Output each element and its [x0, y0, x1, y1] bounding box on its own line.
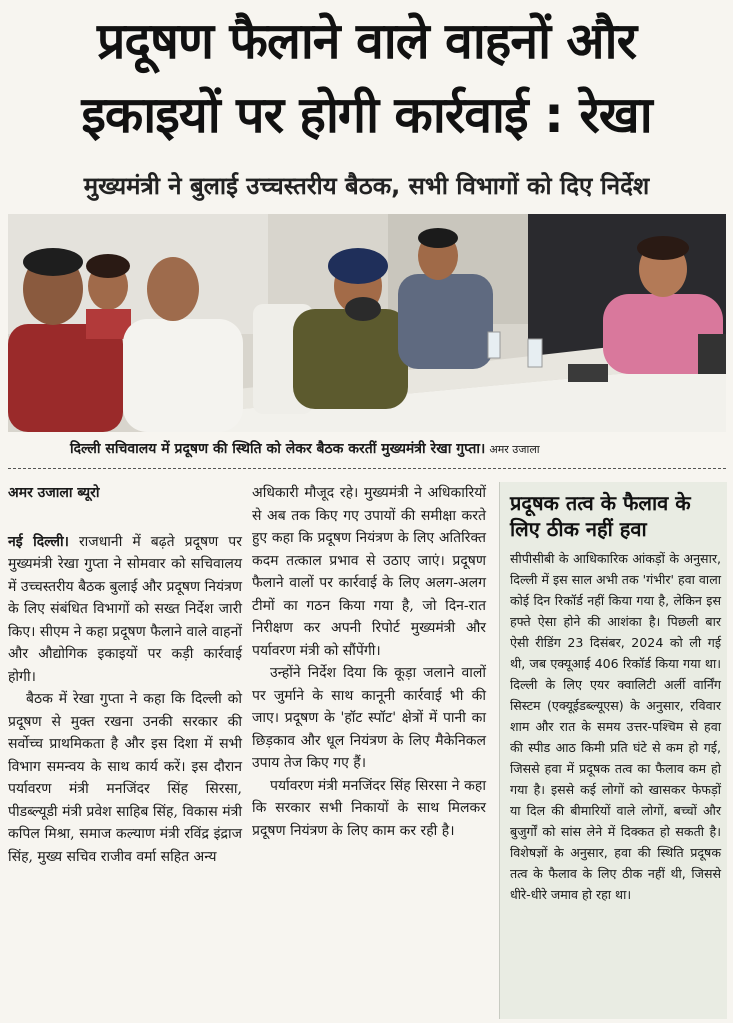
sidebar-body: सीपीसीबी के आधिकारिक आंकड़ों के अनुसार, दिल्ली में इस साल अभी तक 'गंभीर' हवा वाला कोई दिन रिकॉर्ड नहीं किया गया है, लेकिन इस हफ्ते ऐसा होने की आशंका है। पिछली बार ऐसी रीडिंग 23 दिसंबर, 2024 को ली गई थी, जब एक्यूआई 406 रिकॉर्ड किया गया था। दिल्ली के लिए एयर क्वालिटी अर्ली वार्निंग सिस्टम (एक्यूईडब्ल्यूएस) के अनुसार, रविवार शाम और रात के समय उत्तर-पश्चिम से हवा की स्पीड आठ किमी प्रति घंटे से कम हो गई, जिससे हवा में प्रदूषक तत्व का फैलाव कम हो गया है। इससे कई लोगों को खासकर फेफड़ों या दिल की बीमारियों वाले लोगों, बच्चों और बुजुर्गों को सांस लेने में दिक्कत हो सकती है। विशेषज्ञों के अनुसार, हवा की स्थिति प्रदूषक तत्व के फैलाव के लिए ठीक नहीं थी, जिससे धीरे-धीरे जमाव हो रहा था। [510, 551, 721, 902]
dateline: नई दिल्ली। [8, 533, 69, 550]
article-paragraph: बैठक में रेखा गुप्ता ने कहा कि दिल्ली को प्रदूषण से मुक्त रखना उनकी सरकार की सर्वोच्च प्राथमिकता है और इस दिशा में सभी विभाग समन्वय के साथ कार्य करें। इस दौरान पर्यावरण मंत्री मनजिंदर सिंह सिरसा, पीडब्ल्यूडी मंत्री प्रवेश साहिब सिंह, विकास मंत्री कपिल मिश्रा, समाज कल्याण मंत्री रविंद्र इंद्राज सिंह, मुख्य सचिव राजीव वर्मा सहित अन्य [8, 691, 242, 865]
sidebar-title: प्रदूषक तत्व के फैलाव के लिए ठीक नहीं हवा [510, 491, 691, 541]
article-column-1 [8, 482, 242, 868]
subheadline: मुख्यमंत्री ने बुलाई उच्चस्तरीय बैठक, सभी विभागों को दिए निर्देश [83, 172, 650, 200]
section-divider [8, 468, 726, 469]
photo-caption [70, 438, 710, 461]
byline: अमर उजाला ब्यूरो [8, 485, 100, 501]
article-paragraph: पर्यावरण मंत्री मनजिंदर सिंह सिरसा ने कहा कि सरकार सभी निकायों के साथ मिलकर प्रदूषण नियंत्रण के लिए काम कर रही है। [252, 777, 486, 839]
photo-credit: अमर उजाला [489, 443, 540, 456]
article-paragraph-text: राजधानी में बढ़ते प्रदूषण पर मुख्यमंत्री रेखा गुप्ता ने सोमवार को सचिवालय में उच्चस्तरीय बैठक बुलाई और प्रदूषण नियंत्रण के लिए संबंधित विभागों को सख्त निर्देश जारी किए। सीएम ने कहा प्रदूषण फैलाने वाले वाहनों और औद्योगिक इकाइयों पर कड़ी कार्रवाई होगी। [8, 533, 242, 685]
article-paragraph [8, 531, 242, 689]
headline-line-2: इकाइयों पर होगी कार्रवाई : रेखा [81, 86, 652, 144]
photo-caption-text: दिल्ली सचिवालय में प्रदूषण की स्थिति को लेकर बैठक करतीं मुख्यमंत्री रेखा गुप्ता। [70, 441, 486, 457]
meeting-photo-illustration [8, 214, 726, 432]
article-column-2 [252, 482, 486, 842]
sidebar-box [499, 482, 727, 1019]
headline-line-1: प्रदूषण फैलाने वाले वाहनों और [96, 12, 637, 70]
article-paragraph: उन्होंने निर्देश दिया कि कूड़ा जलाने वालों पर जुर्माने के साथ कानूनी कार्रवाई भी की जाए। प्रदूषण के 'हॉट स्पॉट' क्षेत्रों में पानी का छिड़काव और धूल नियंत्रण के लिए मैकेनिकल उपाय तेज किए गए हैं। [252, 665, 486, 771]
article-paragraph: अधिकारी मौजूद रहे। मुख्यमंत्री ने अधिकारियों से अब तक किए गए उपायों की समीक्षा करते हुए कहा कि प्रदूषण नियंत्रण के लिए अतिरिक्त कदम तत्काल प्रभाव से उठाए जाएं। प्रदूषण फैलाने वालों पर कार्रवाई के लिए अलग-अलग टीमों का गठन किया गया है, जो दिन-रात निरीक्षण कर अपनी रिपोर्ट मुख्यमंत्री और पर्यावरण मंत्री को सौंपेंगी। [252, 485, 486, 659]
meeting-photo [8, 214, 726, 432]
